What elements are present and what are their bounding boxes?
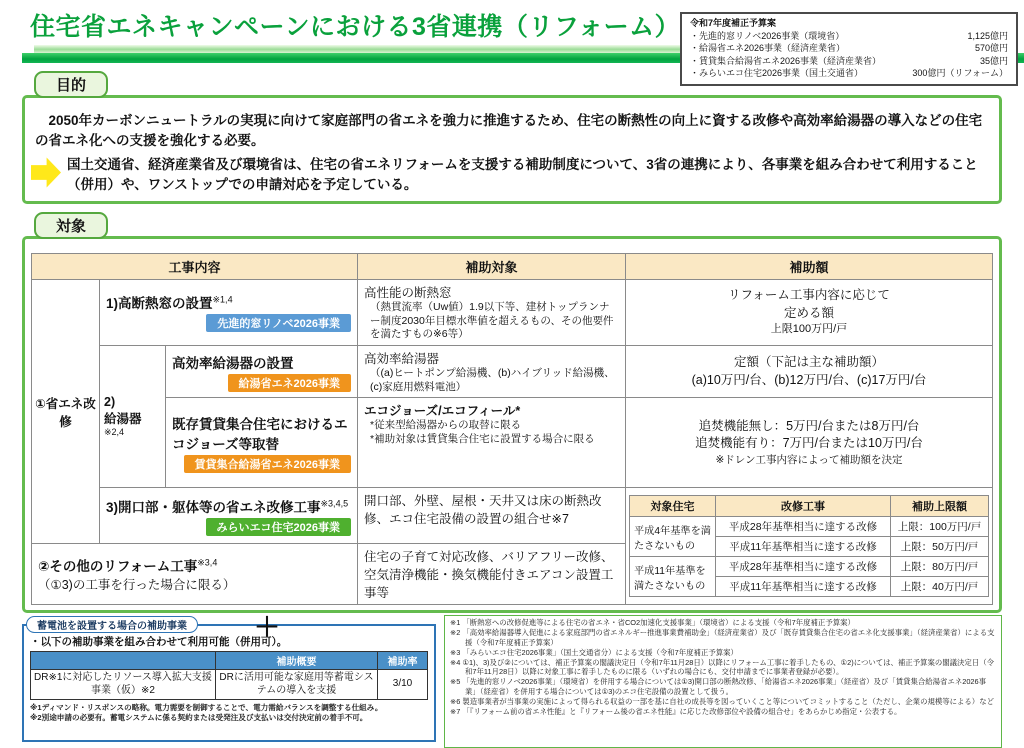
target-cell-efficient-heater <box>358 345 626 397</box>
budget-item-label: ・みらいエコ住宅2026事業（国土交通省） <box>690 68 864 79</box>
amount-cell-rental-ecojozu <box>626 398 993 488</box>
target-cell-other-reform <box>358 544 626 605</box>
target-title: 高効率給湯器 <box>364 351 440 366</box>
header-work: 工事内容 <box>32 254 358 280</box>
work-cell-efficient-heater <box>166 345 358 397</box>
work-label: 3)開口部・躯体等の省エネ改修工事 <box>106 499 321 515</box>
footnotes-box <box>444 615 1002 748</box>
budget-item <box>690 30 1008 43</box>
badge-water-heater-2026: 給湯省エネ2026事業 <box>228 374 351 392</box>
budget-item <box>690 55 1008 68</box>
purpose-paragraph-2: 国土交通省、経済産業省及び環境省は、住宅の省エネリフォームを支援する補助制度について、3省の連携により、各事業を組み合わせて利用すること（併用）や、ワンストップでの申請対応を予定している。 <box>67 156 978 192</box>
target-section-box <box>22 236 1002 613</box>
page-title: 住宅省エネキャンペーンにおける3省連携（リフォーム） <box>30 13 681 41</box>
badge-rental-water-heater-2026: 賃貸集合給湯省エネ2026事業 <box>184 455 351 473</box>
subtable-header-work: 改修工事 <box>716 496 891 517</box>
amount-cell-windows <box>626 280 993 346</box>
budget-item-amount: 1,125億円 <box>967 30 1008 41</box>
battery-intro: ・以下の補助事業を組み合わせて利用可能（併用可）。 <box>30 636 288 649</box>
battery-notes <box>30 703 428 724</box>
page <box>0 7 1024 723</box>
subtable-header-row <box>630 496 989 517</box>
battery-table <box>30 651 428 700</box>
footnote-6: ※6 製造事業者が当事業の実施によって得られる収益の一部を基に自社の成長等を図っていくこと等についてコミットすること（ただし、企業の規模等による）など <box>450 696 994 706</box>
battery-header-rate: 補助率 <box>378 652 428 670</box>
work-note: ※3,4 <box>197 557 218 568</box>
plus-sign: ＋ <box>254 612 281 643</box>
target-detail: （(a)ヒートポンプ給湯機、(b)ハイブリッド給湯機、(c)家庭用燃料電池） <box>370 366 615 393</box>
battery-note: ※1ディマンド・リスポンスの略称。電力需要を制御することで、電力需給バランスを調整する仕組み。 <box>30 703 383 713</box>
subtable-header-house: 対象住宅 <box>630 496 716 517</box>
water-heater-label: 給湯器 <box>104 412 142 427</box>
subtable-house: 平成11年基準を満たさないもの <box>630 557 716 597</box>
yellow-arrow-icon <box>31 157 61 189</box>
subtable-work: 平成11年基準相当に達する改修 <box>716 577 891 597</box>
badge-window-renovation-2026: 先進的窓リノベ2026事業 <box>206 314 351 332</box>
footnote-3: ※3 「みらいエコ住宅2026事業」（国土交通省分）による支援（令和7年度補正予算案） <box>450 647 738 657</box>
amount-limit: 上限100万円/戸 <box>770 323 848 336</box>
work-cell-envelope <box>100 488 358 544</box>
budget-box-title: 令和7年度補正予算案 <box>690 18 777 28</box>
target-cell-rental-ecojozu <box>358 398 626 488</box>
group-energy-renovation: ①省エネ改修 <box>32 280 100 544</box>
target-title: エコジョーズ/エコフィール* <box>364 404 521 419</box>
battery-program-name: DR※1に対応したリソース導入拡大支援事業（仮）※2 <box>31 670 216 700</box>
budget-item-label: ・先進的窓リノベ2026事業（環境省） <box>690 30 845 41</box>
subtable-work: 平成28年基準相当に達する改修 <box>716 557 891 577</box>
target-detail: 住宅の子育て対応改修、バリアフリー改修、空気清浄機能・換気機能付きエアコン設置工事等 <box>364 550 614 601</box>
amount-note: ※ドレン工事内容によって補助額を決定 <box>715 453 903 466</box>
water-heater-note: ※2,4 <box>104 427 125 438</box>
amount-line: 追焚機能無し：5万円/台または8万円/台 <box>698 418 920 433</box>
amount-line: 定める額 <box>783 305 834 320</box>
amount-line: リフォーム工事内容に応じて <box>728 288 890 303</box>
target-detail: 開口部、外壁、屋根・天井又は床の断熱改修、エコ住宅設備の設置の組合せ※7 <box>364 494 602 527</box>
battery-header-row <box>31 652 428 670</box>
purpose-paragraph-1: 2050年カーボンニュートラルの実現に向けて家庭部門の省エネを強力に推進するため、住宅の断熱性の向上に資する改修や高効率給湯器の導入などの住宅の省エネ化への支援を強化する必要。 <box>35 113 983 149</box>
budget-item <box>690 42 1008 55</box>
work-label: 既存賃貸集合住宅におけるエコジョーズ等取替 <box>172 416 348 452</box>
battery-subsidy-box <box>22 621 436 742</box>
work-cell-windows <box>100 280 358 346</box>
target-title: 高性能の断熱窓 <box>364 286 452 300</box>
target-table <box>31 253 993 605</box>
amount-cell-efficient-heater <box>626 345 993 397</box>
budget-item-amount: 570億円 <box>974 43 1008 54</box>
footnote-1: ※1 「断熱窓への改修促進等による住宅の省エネ・省CO2加速化支援事業」（環境省）による支援（令和7年度補正予算案） <box>450 618 855 628</box>
amount-line: (a)10万円/台、(b)12万円/台、(c)17万円/台 <box>691 372 927 387</box>
subtable-limit: 上限：80万円/戸 <box>891 557 989 577</box>
header-subsidy-amount: 補助額 <box>626 254 993 280</box>
subtable-limit: 上限：40万円/戸 <box>891 577 989 597</box>
subtable-row <box>630 517 989 537</box>
table-row <box>32 345 993 397</box>
group-water-heater <box>100 345 166 487</box>
target-section-label: 対象 <box>34 212 108 239</box>
subtable-work: 平成28年基準相当に達する改修 <box>716 517 891 537</box>
work-condition: （①3)の工事を行った場合に限る） <box>38 578 236 593</box>
footnote-4: ※4 ①1)、3)及び②については、補正予算案の閣議決定日（令和7年11月28日）以降にリフォーム工事に着手したもの、①2)については、補正予算案の閣議決定日（令和7年11月28日）以降に対象工事に着手したものに限る（いずれの場合にも、交付申請までに事業者登録が必要）。 <box>450 657 994 677</box>
subtable-row <box>630 557 989 577</box>
work-note: ※1,4 <box>212 294 233 305</box>
water-heater-number: 2) <box>104 395 116 410</box>
bottom-region <box>22 612 1002 748</box>
work-cell-other-reform <box>32 544 358 605</box>
subtable-work: 平成11年基準相当に達する改修 <box>716 537 891 557</box>
work-label: ②その他のリフォーム工事 <box>38 559 198 575</box>
battery-header-summary: 補助概要 <box>216 652 378 670</box>
footnote-2: ※2 「高効率給湯器導入促進による家庭部門の省エネルギー推進事業費補助金」（経済産業省）及び「既存賃貸集合住宅の省エネ化支援事業」（経済産業省）による支援（令和7年度補正予算案） <box>450 628 995 647</box>
amount-line: 追焚機能有り：7万円/台または10万円/台 <box>695 436 923 451</box>
budget-item-amount: 35億円 <box>979 55 1008 66</box>
amount-line: 定額（下記は主な補助額） <box>733 355 884 370</box>
target-detail: （熱貫流率（Uw値）1.9以下等、建材トップランナー制度2030年目標水準値を超えるもの、その他要件を満たすもの※6等） <box>370 301 614 341</box>
purpose-section-label: 目的 <box>34 71 108 98</box>
battery-program-rate: 3/10 <box>378 670 428 700</box>
target-section <box>22 212 1002 613</box>
target-note: *従来型給湯器からの取替に限る <box>370 419 522 432</box>
footnote-7: ※7 「『リフォーム前の省エネ性能』と『リフォーム後の省エネ性能』に応じた改修部位や設備の組合せ」をあらかじめ指定・公表する。 <box>450 706 902 716</box>
battery-note: ※2別途申請の必要有。蓄電システムに係る契約または受発注及び支払いは交付決定前の着手不可。 <box>30 713 368 723</box>
badge-mirai-eco-house-2026: みらいエコ住宅2026事業 <box>206 518 351 536</box>
work-label: 高効率給湯器の設置 <box>172 355 294 371</box>
subtable-limit: 上限：50万円/戸 <box>891 537 989 557</box>
budget-item-amount: 300億円（リフォーム） <box>912 68 1008 79</box>
work-note: ※3,4,5 <box>320 498 349 509</box>
purpose-section <box>22 71 1002 204</box>
work-cell-rental-ecojozu <box>166 398 358 488</box>
target-note: *補助対象は賃貸集合住宅に設置する場合に限る <box>370 432 595 445</box>
target-cell-envelope <box>358 488 626 544</box>
subtable-house: 平成4年基準を満たさないもの <box>630 517 716 557</box>
budget-box <box>680 12 1018 86</box>
budget-item-label: ・賃貸集合給湯省エネ2026事業（経済産業省） <box>690 55 882 66</box>
budget-item <box>690 67 1008 80</box>
budget-item-label: ・給湯省エネ2026事業（経済産業省） <box>690 43 846 54</box>
purpose-row-2 <box>35 155 989 196</box>
table-header-row <box>32 254 993 280</box>
footnote-5: ※5 「先進的窓リノベ2026事業」（環境省）を併用する場合については①3)開口部の断熱改修、「給湯省エネ2026事業」（経産省）及び「賃貸集合給湯省エネ2026事業」（経産省）を併用する場合については①3)のエコ住宅設備の設置として扱う。 <box>450 677 987 697</box>
table-row <box>32 488 993 544</box>
amount-subtable <box>629 495 989 597</box>
amount-subtable-cell <box>626 488 993 605</box>
battery-data-row <box>31 670 428 700</box>
work-label: 1)高断熱窓の設置 <box>106 296 213 312</box>
subtable-limit: 上限：100万円/戸 <box>891 517 989 537</box>
battery-header-empty <box>31 652 216 670</box>
battery-box-title: 蓄電池を設置する場合の補助事業 <box>26 616 198 633</box>
header-subsidy-target: 補助対象 <box>358 254 626 280</box>
purpose-section-box <box>22 95 1002 204</box>
subtable-header-limit: 補助上限額 <box>891 496 989 517</box>
table-row <box>32 280 993 346</box>
battery-program-summary: DRに活用可能な家庭用等蓄電システムの導入を支援 <box>216 670 378 700</box>
target-cell-windows <box>358 280 626 346</box>
table-row <box>32 398 993 488</box>
